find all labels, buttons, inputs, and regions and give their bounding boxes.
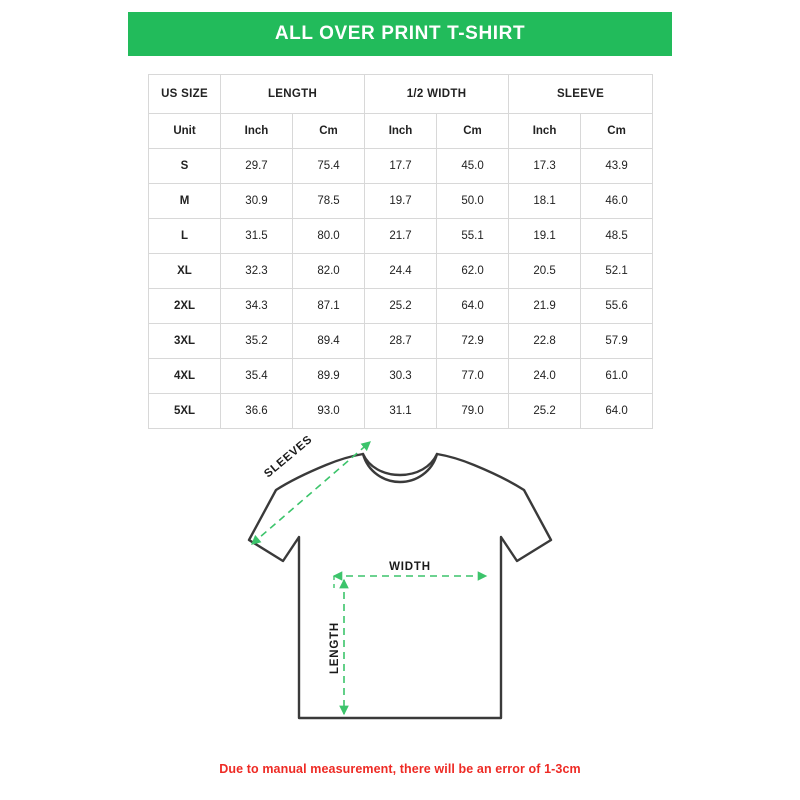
cell-length-cm: 87.1: [293, 289, 365, 324]
length-label: LENGTH: [329, 621, 341, 675]
cell-width-inch: 28.7: [365, 324, 437, 359]
cell-width-cm: 50.0: [437, 184, 509, 219]
header-banner: [128, 12, 672, 56]
cell-size: L: [149, 219, 221, 254]
cell-length-cm: 80.0: [293, 219, 365, 254]
cell-width-inch: 30.3: [365, 359, 437, 394]
cell-width-inch: 24.4: [365, 254, 437, 289]
cell-sleeve-inch: 24.0: [509, 359, 581, 394]
table-group-header-half-width: 1/2 WIDTH: [365, 75, 509, 114]
cell-width-cm: 55.1: [437, 219, 509, 254]
table-unit-row: [149, 114, 653, 149]
table-row: [149, 324, 653, 359]
cell-size: S: [149, 149, 221, 184]
table-unit-label: Unit: [149, 114, 221, 149]
cell-length-cm: 93.0: [293, 394, 365, 429]
cell-sleeve-cm: 46.0: [581, 184, 653, 219]
table-group-header-us-size: US SIZE: [149, 75, 221, 114]
cell-length-cm: 75.4: [293, 149, 365, 184]
table-unit-length-inch: Inch: [221, 114, 293, 149]
cell-length-inch: 35.4: [221, 359, 293, 394]
cell-sleeve-inch: 21.9: [509, 289, 581, 324]
cell-size: M: [149, 184, 221, 219]
cell-length-cm: 89.9: [293, 359, 365, 394]
table-unit-width-inch: Inch: [365, 114, 437, 149]
measurement-disclaimer: Due to manual measurement, there will be an error of 1-3cm: [219, 762, 581, 776]
cell-length-inch: 29.7: [221, 149, 293, 184]
cell-sleeve-cm: 43.9: [581, 149, 653, 184]
cell-width-inch: 25.2: [365, 289, 437, 324]
width-label: WIDTH: [389, 561, 431, 573]
cell-sleeve-cm: 61.0: [581, 359, 653, 394]
cell-sleeve-inch: 25.2: [509, 394, 581, 429]
cell-width-inch: 21.7: [365, 219, 437, 254]
cell-length-inch: 32.3: [221, 254, 293, 289]
cell-sleeve-cm: 64.0: [581, 394, 653, 429]
table-row: [149, 254, 653, 289]
cell-size: 2XL: [149, 289, 221, 324]
cell-length-inch: 34.3: [221, 289, 293, 324]
cell-width-cm: 77.0: [437, 359, 509, 394]
cell-sleeve-inch: 19.1: [509, 219, 581, 254]
cell-length-inch: 36.6: [221, 394, 293, 429]
cell-length-inch: 35.2: [221, 324, 293, 359]
cell-sleeve-cm: 57.9: [581, 324, 653, 359]
cell-size: XL: [149, 254, 221, 289]
cell-size: 3XL: [149, 324, 221, 359]
cell-sleeve-inch: 18.1: [509, 184, 581, 219]
cell-width-cm: 79.0: [437, 394, 509, 429]
size-table: [148, 74, 653, 429]
cell-sleeve-cm: 52.1: [581, 254, 653, 289]
table-row: [149, 149, 653, 184]
sleeves-label: SLEEVES: [262, 433, 315, 481]
table-row: [149, 184, 653, 219]
cell-sleeve-inch: 17.3: [509, 149, 581, 184]
table-row: [149, 359, 653, 394]
cell-width-cm: 62.0: [437, 254, 509, 289]
table-group-header-row: [149, 75, 653, 114]
page-title: ALL OVER PRINT T-SHIRT: [274, 23, 526, 44]
cell-length-inch: 30.9: [221, 184, 293, 219]
cell-sleeve-inch: 20.5: [509, 254, 581, 289]
size-table-container: [148, 74, 652, 429]
table-row: [149, 219, 653, 254]
cell-length-cm: 89.4: [293, 324, 365, 359]
cell-size: 5XL: [149, 394, 221, 429]
cell-sleeve-cm: 55.6: [581, 289, 653, 324]
cell-width-cm: 45.0: [437, 149, 509, 184]
table-group-header-sleeve: SLEEVE: [509, 75, 653, 114]
cell-length-inch: 31.5: [221, 219, 293, 254]
cell-length-cm: 78.5: [293, 184, 365, 219]
cell-width-inch: 19.7: [365, 184, 437, 219]
cell-width-cm: 64.0: [437, 289, 509, 324]
table-unit-length-cm: Cm: [293, 114, 365, 149]
table-unit-sleeve-inch: Inch: [509, 114, 581, 149]
table-unit-width-cm: Cm: [437, 114, 509, 149]
cell-width-inch: 17.7: [365, 149, 437, 184]
tshirt-outline-icon: [249, 454, 551, 718]
cell-width-cm: 72.9: [437, 324, 509, 359]
cell-sleeve-inch: 22.8: [509, 324, 581, 359]
table-unit-sleeve-cm: Cm: [581, 114, 653, 149]
measurement-diagram: [0, 420, 800, 750]
cell-length-cm: 82.0: [293, 254, 365, 289]
table-row: [149, 289, 653, 324]
cell-sleeve-cm: 48.5: [581, 219, 653, 254]
cell-width-inch: 31.1: [365, 394, 437, 429]
table-group-header-length: LENGTH: [221, 75, 365, 114]
cell-size: 4XL: [149, 359, 221, 394]
